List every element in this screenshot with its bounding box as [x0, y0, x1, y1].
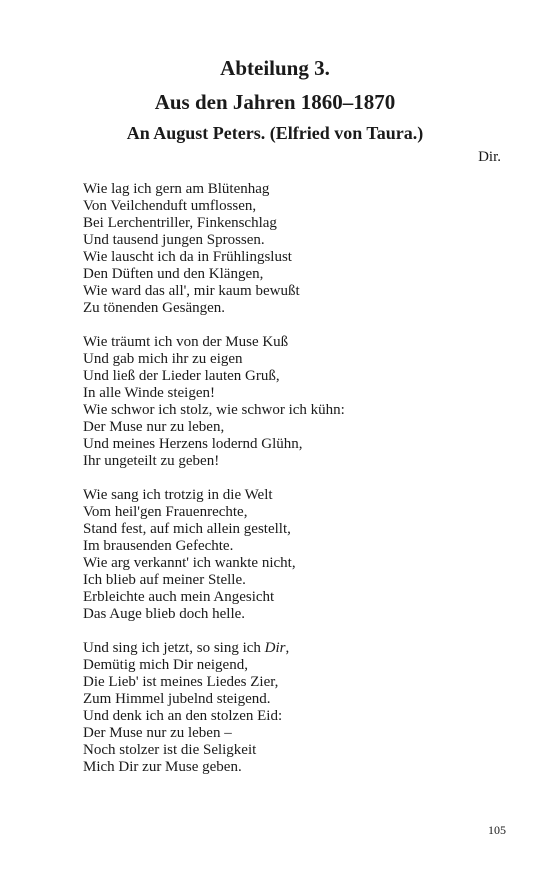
poem-line: Zum Himmel jubelnd steigend. — [83, 691, 271, 707]
poem-dedication: An August Peters. (Elfried von Taura.) — [126, 123, 424, 143]
poem-body — [83, 181, 523, 793]
poem-line: Ihr ungeteilt zu geben! — [83, 453, 220, 469]
poem-line: In alle Winde steigen! — [83, 385, 215, 401]
poem-title: Dir. — [478, 149, 501, 165]
section-title: Abteilung 3. — [220, 56, 330, 80]
poem-line: Ich blieb auf meiner Stelle. — [83, 572, 246, 588]
poem-line: Wie träumt ich von der Muse Kuß — [83, 334, 289, 350]
poem-stanza — [83, 487, 523, 623]
poem-stanza — [83, 181, 523, 317]
poem-line: Und ließ der Lieder lauten Gruß, — [83, 368, 280, 384]
poem-line: Demütig mich Dir neigend, — [83, 657, 248, 673]
poem-line: Der Muse nur zu leben, — [83, 419, 225, 435]
poem-line: Wie lag ich gern am Blütenhag — [83, 181, 270, 197]
poem-line: Noch stolzer ist die Seligkeit — [83, 742, 257, 758]
poem-line: Wie ward das all', mir kaum bewußt — [83, 283, 300, 299]
poem-line: Die Lieb' ist meines Liedes Zier, — [83, 674, 279, 690]
poem-stanza — [83, 334, 523, 470]
poem-line: Und denk ich an den stolzen Eid: — [83, 708, 283, 724]
poem-line: Bei Lerchentriller, Finkenschlag — [83, 215, 277, 231]
poem-line: Vom heil'gen Frauenrechte, — [83, 504, 248, 520]
poem-line: Zu tönenden Gesängen. — [83, 300, 226, 316]
poem-line: Mich Dir zur Muse geben. — [83, 759, 242, 775]
poem-line: Und tausend jungen Sprossen. — [83, 232, 265, 248]
poem-line: Den Düften und den Klängen, — [83, 266, 264, 282]
poem-line: Von Veilchenduft umflossen, — [83, 198, 257, 214]
poem-line: Im brausenden Gefechte. — [83, 538, 234, 554]
poem-line: Stand fest, auf mich allein gestellt, — [83, 521, 291, 537]
poem-line: Und sing ich jetzt, so sing ich Dir, — [83, 640, 290, 656]
poem-line: Und meines Herzens lodernd Glühn, — [83, 436, 303, 452]
poem-stanza — [83, 640, 523, 776]
page-number: 105 — [488, 823, 506, 837]
poem-line: Der Muse nur zu leben – — [83, 725, 232, 741]
era-title: Aus den Jahren 1860–1870 — [154, 90, 396, 114]
poem-line: Wie schwor ich stolz, wie schwor ich kühn: — [83, 402, 345, 418]
poem-line: Und gab mich ihr zu eigen — [83, 351, 243, 367]
poem-line: Wie arg verkannt' ich wankte nicht, — [83, 555, 296, 571]
poem-line: Das Auge blieb doch helle. — [83, 606, 246, 622]
poem-line: Wie lauscht ich da in Frühlingslust — [83, 249, 292, 265]
poem-line: Wie sang ich trotzig in die Welt — [83, 487, 273, 503]
poem-line: Erbleichte auch mein Angesicht — [83, 589, 275, 605]
